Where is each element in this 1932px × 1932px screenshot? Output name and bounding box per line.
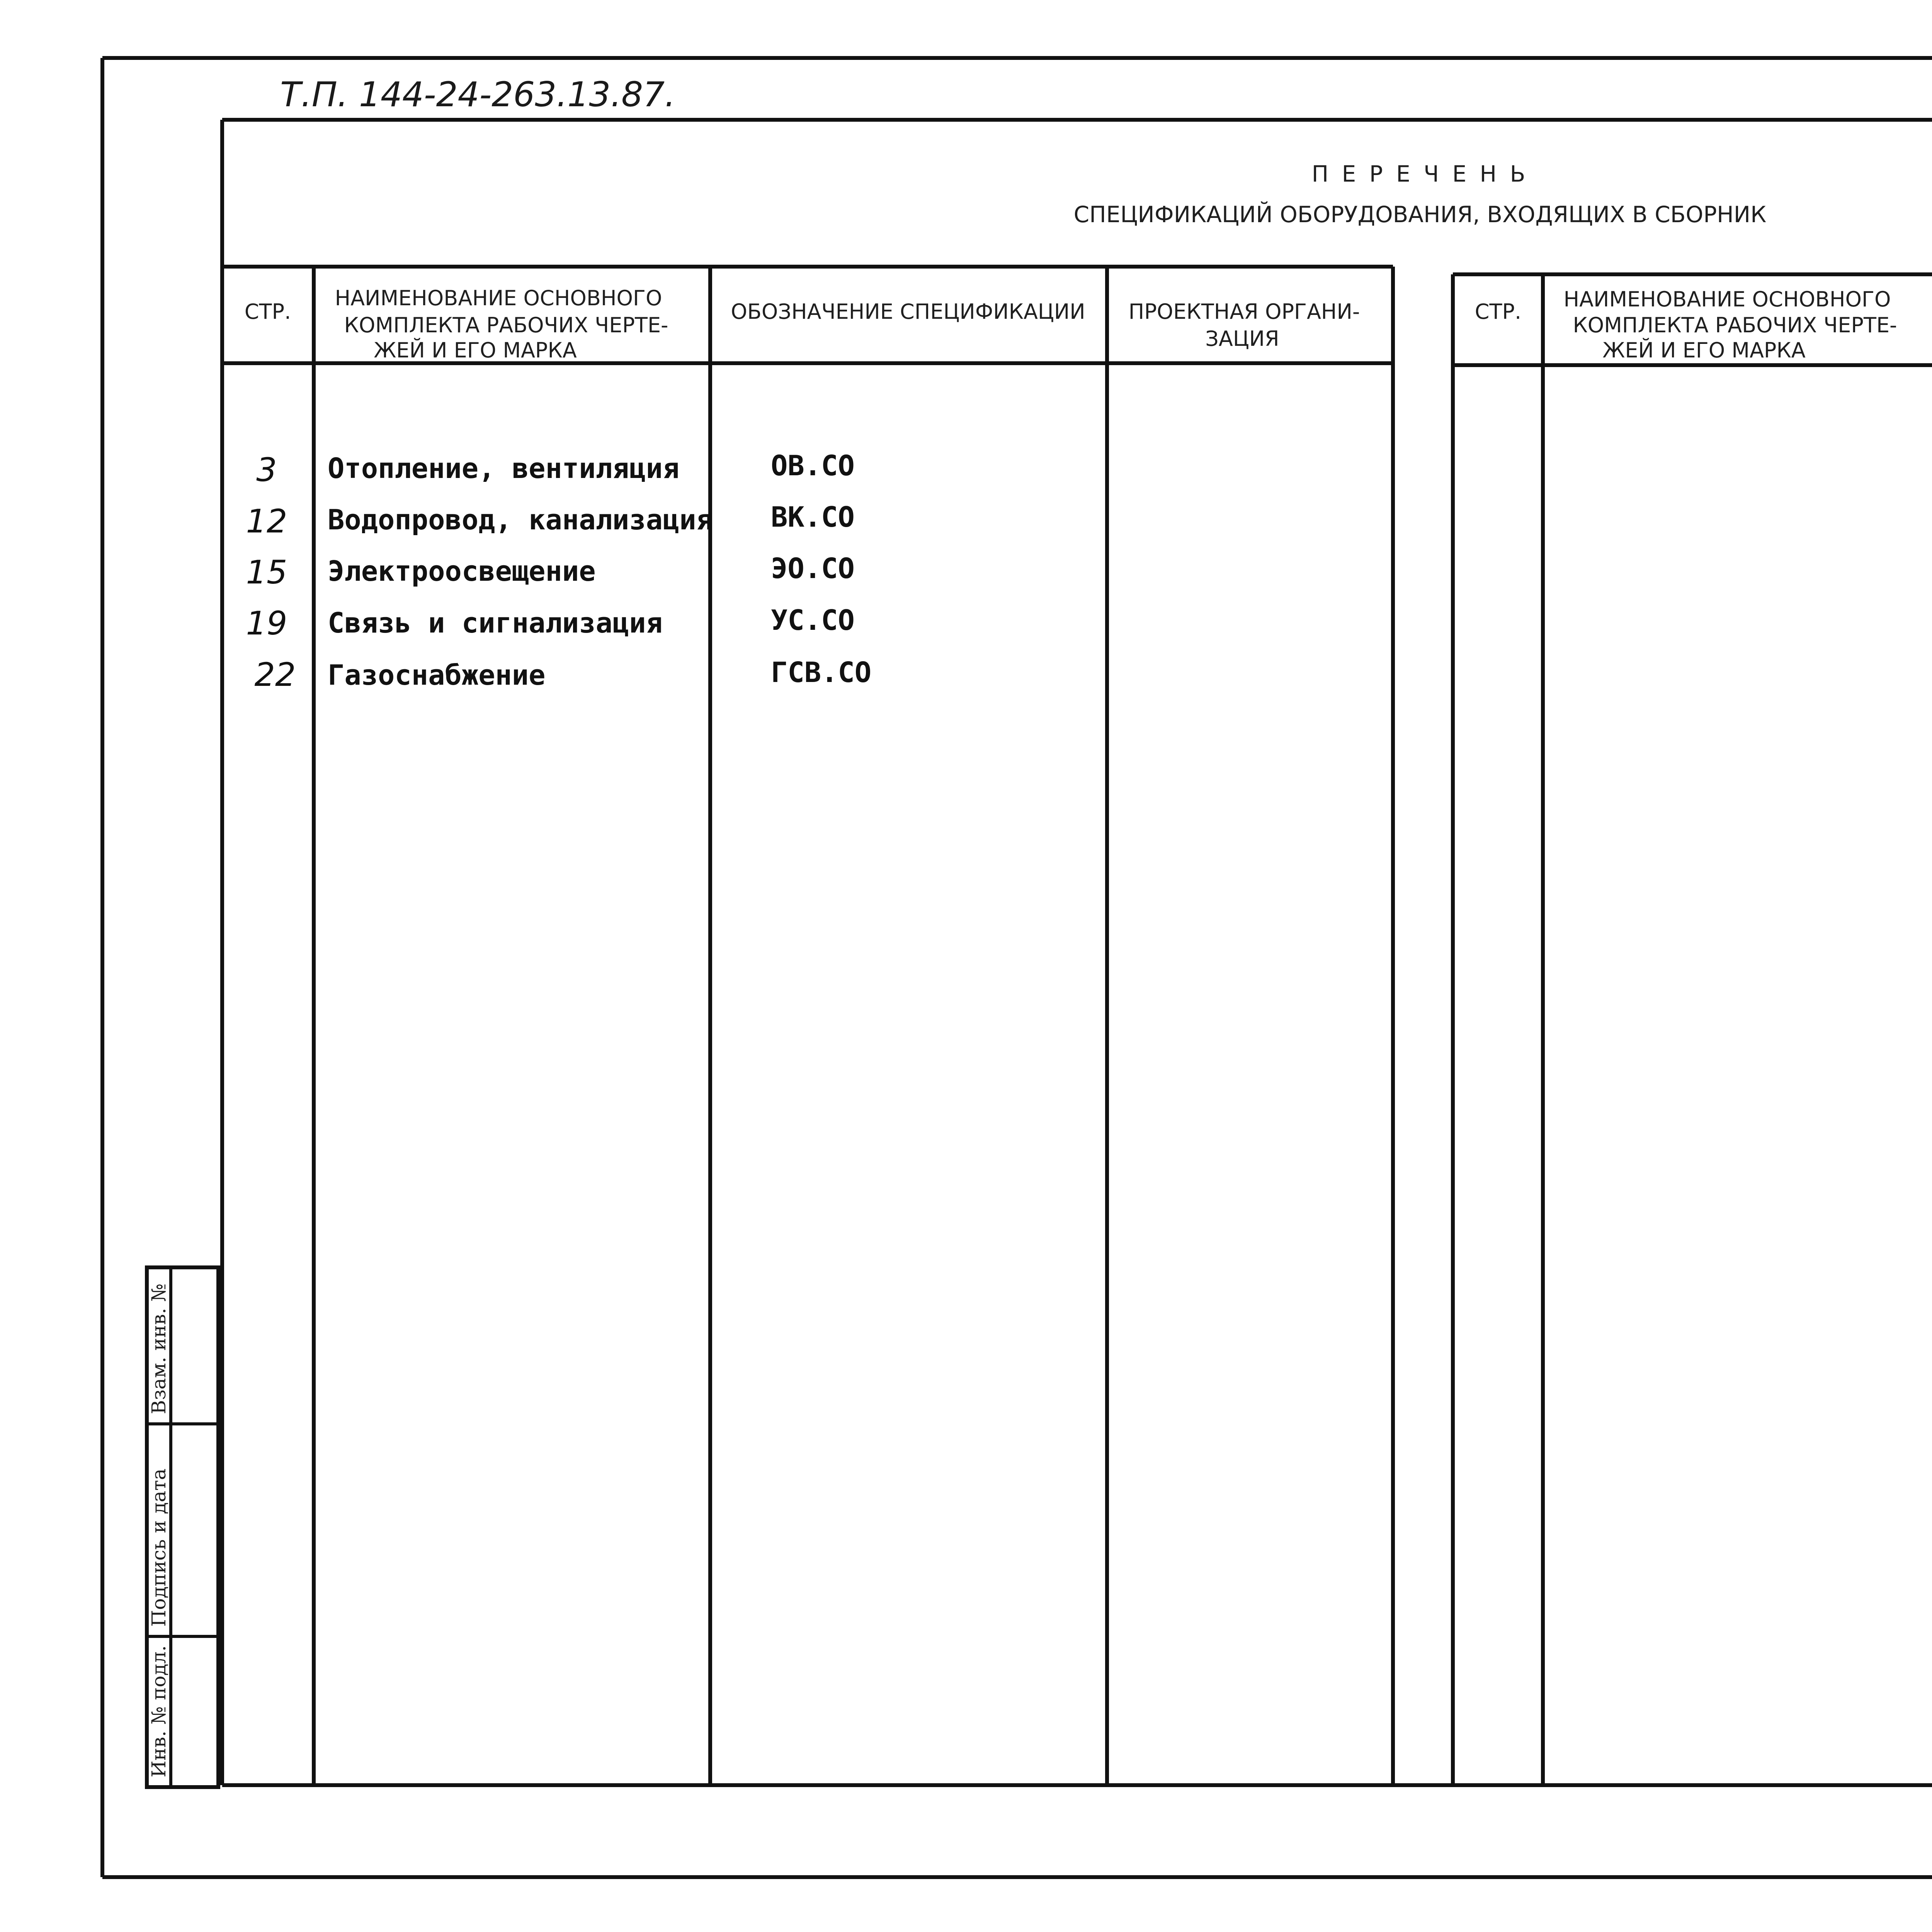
row-spec: УС.СО	[771, 604, 855, 636]
table-row	[246, 501, 855, 540]
left-header-org-line-1: ПРОЕКТНАЯ ОРГАНИ-	[1128, 299, 1360, 324]
row-page: 3	[256, 451, 277, 489]
row-spec: ЭО.СО	[771, 552, 855, 585]
main-frame	[222, 120, 1932, 1785]
row-spec: ГСВ.СО	[771, 656, 872, 689]
row-spec: ОВ.СО	[771, 449, 855, 482]
right-table	[1453, 274, 1932, 1785]
row-name: Водопровод, канализация	[328, 503, 713, 536]
table-row	[256, 449, 854, 489]
left-header-page: СТР.	[244, 299, 291, 324]
title-line-1: П Е Р Е Ч Е Н Ь	[1311, 161, 1529, 187]
row-spec: ВК.СО	[771, 501, 855, 533]
title-line-2: СПЕЦИФИКАЦИЙ ОБОРУДОВАНИЯ, ВХОДЯЩИХ В СБОРНИК	[1073, 201, 1767, 228]
side-stamp	[147, 1267, 218, 1787]
left-header-spec: ОБОЗНАЧЕНИЕ СПЕЦИФИКАЦИИ	[731, 299, 1085, 324]
left-table	[222, 267, 1393, 1785]
row-page: 15	[246, 553, 287, 591]
row-page: 22	[254, 656, 296, 694]
table-row	[246, 552, 855, 591]
right-header-page: СТР.	[1475, 299, 1522, 324]
right-header-name-line-1: НАИМЕНОВАНИЕ ОСНОВНОГО	[1563, 287, 1891, 311]
left-header-name-line-2: КОМПЛЕКТА РАБОЧИХ ЧЕРТЕ-	[344, 313, 668, 337]
row-name: Газоснабжение	[328, 659, 546, 691]
stamp-cell-signature-date: Подпись и дата	[148, 1468, 170, 1627]
left-header-org-line-2: ЗАЦИЯ	[1205, 327, 1279, 351]
row-page: 12	[246, 502, 287, 540]
row-name: Связь и сигнализация	[328, 607, 663, 639]
right-header-name-line-3: ЖЕЙ И ЕГО МАРКА	[1602, 338, 1806, 362]
right-header-name-line-2: КОМПЛЕКТА РАБОЧИХ ЧЕРТЕ-	[1573, 313, 1897, 337]
table-row	[255, 656, 872, 694]
left-header-name-line-3: ЖЕЙ И ЕГО МАРКА	[374, 338, 577, 362]
row-page: 19	[246, 604, 287, 642]
document-code: Т.П. 144-24-263.13.87.	[280, 75, 676, 114]
stamp-cell-original-inventory: Инв. № подл.	[148, 1645, 170, 1777]
table-row	[246, 604, 855, 642]
left-header-name-line-1: НАИМЕНОВАНИЕ ОСНОВНОГО	[335, 286, 662, 310]
row-name: Электроосвещение	[328, 555, 596, 587]
stamp-cell-replacement-inventory: Взам. инв. №	[148, 1283, 170, 1414]
row-name: Отопление, вентиляция	[328, 452, 680, 485]
